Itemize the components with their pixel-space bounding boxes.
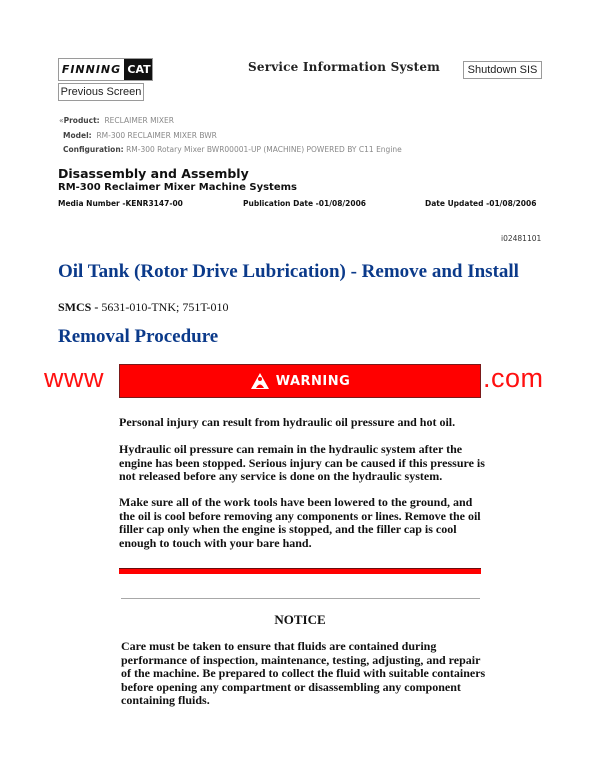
product-line <box>59 116 174 125</box>
date-updated: Date Updated -01/08/2006 <box>425 199 537 208</box>
warning-label: WARNING <box>275 373 351 389</box>
reference-id: i02481101 <box>501 234 542 243</box>
watermark-right: .com <box>483 363 544 393</box>
page-title: Oil Tank (Rotor Drive Lubrication) - Remove and Install <box>58 261 519 282</box>
section-title: Removal Procedure <box>58 326 219 347</box>
document-title: Disassembly and Assembly <box>58 166 249 181</box>
smcs-codes <box>58 300 229 315</box>
smcs-value: 5631-010-TNK; 751T-010 <box>101 300 229 314</box>
configuration-line <box>63 145 402 154</box>
previous-screen-button[interactable]: Previous Screen <box>58 83 144 101</box>
model-value: RM-300 RECLAIMER MIXER BWR <box>96 131 217 140</box>
document-subtitle: RM-300 Reclaimer Mixer Machine Systems <box>58 182 297 193</box>
watermark-left: www <box>44 363 104 393</box>
model-line <box>63 131 217 140</box>
system-title: Service Information System <box>248 60 441 74</box>
warning-paragraph: Hydraulic oil pressure can remain in the hydraulic system after the engine has been stopped. Serious injury can be caused if this pressure is not released before any service is done on the hydraulic system. <box>119 442 485 484</box>
product-label: Product: <box>63 116 100 125</box>
configuration-value: RM-300 Rotary Mixer BWR00001-UP (MACHINE) POWERED BY C11 Engine <box>126 145 402 154</box>
warning-end-rule <box>119 568 481 574</box>
publication-date: Publication Date -01/08/2006 <box>243 199 367 208</box>
notice-divider <box>121 598 480 599</box>
warning-paragraph: Make sure all of the work tools have been lowered to the ground, and the oil is cool before removing any components or lines. Remove the oil filler cap only when the engine is stopped, and the filler cap is cool enough to touch with your bare hand. <box>119 495 481 550</box>
warning-paragraph: Personal injury can result from hydraulic oil pressure and hot oil. <box>119 415 456 429</box>
warning-banner <box>119 364 481 398</box>
finning-wordmark: FINNING <box>61 63 122 76</box>
finning-cat-logo <box>58 58 153 81</box>
notice-text: Care must be taken to ensure that fluids are contained during performance of inspection, maintenance, testing, adjusting, and repair of the machine. Be prepared to collect the fluid with suitable containers before opening any compartment or disassembling any component containing fluids. <box>121 639 486 708</box>
configuration-label: Configuration: <box>63 145 124 154</box>
back-arrows-icon[interactable]: « <box>59 116 64 125</box>
warning-triangle-icon <box>250 372 270 390</box>
shutdown-sis-button[interactable]: Shutdown SIS <box>463 61 542 79</box>
cat-badge: CAT <box>124 59 152 80</box>
media-number: Media Number -KENR3147-00 <box>58 199 183 208</box>
product-value: RECLAIMER MIXER <box>104 116 174 125</box>
model-label: Model: <box>63 131 92 140</box>
smcs-label: SMCS - <box>58 300 99 314</box>
notice-label: NOTICE <box>274 612 326 627</box>
